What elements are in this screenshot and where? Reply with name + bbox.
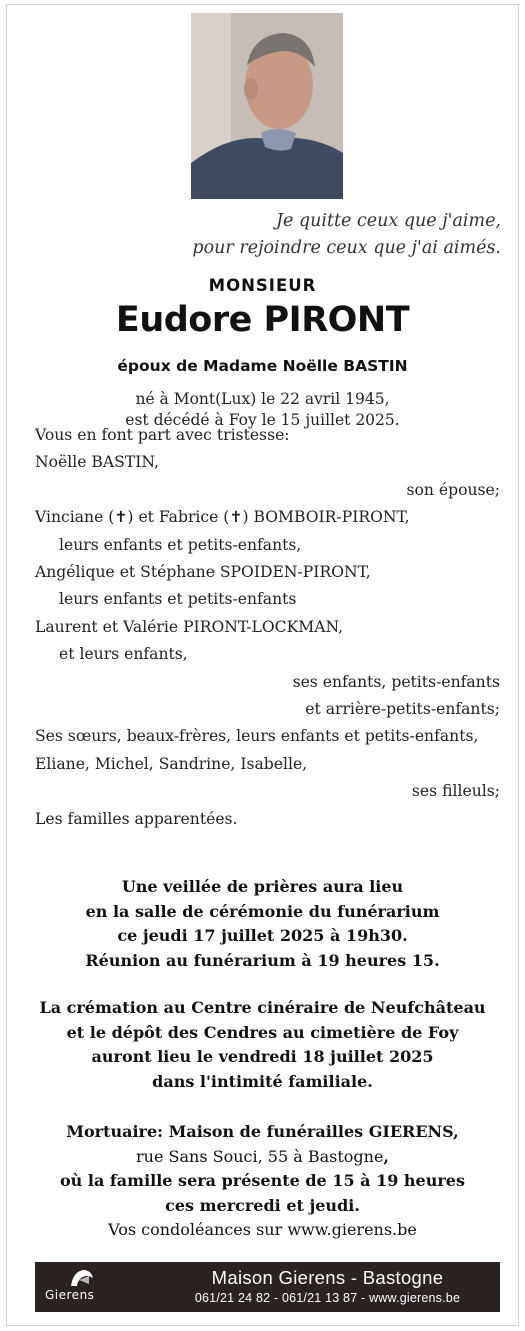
cremation-announcement <box>0 996 525 1094</box>
mortuary-address-comma: , <box>383 1146 389 1166</box>
family-relation: ses filleuls; <box>411 782 500 801</box>
mortuary-info <box>0 1120 525 1243</box>
spouse-line: époux de Madame Noëlle BASTIN <box>117 357 408 375</box>
family-line: Ses sœurs, beaux-frères, leurs enfants et petits-enfants, <box>35 727 479 746</box>
family-intro: Vous en font part avec tristesse: <box>35 426 290 444</box>
family-relation: et arrière-petits-enfants; <box>305 700 500 719</box>
logo-wordmark: Gierens <box>45 1288 95 1302</box>
quote-line-2: pour rejoindre ceux que j'ai aimés. <box>192 238 501 258</box>
cremation-line: dans l'intimité familiale. <box>152 1071 373 1091</box>
funeral-home-name: Maison Gierens - Bastogne <box>211 1267 444 1288</box>
family-line: Angélique et Stéphane SPOIDEN-PIRONT, <box>35 563 371 582</box>
cremation-line: La crémation au Centre cinéraire de Neufchâteau <box>39 998 486 1017</box>
vigil-line: ce jeudi 17 juillet 2025 à 19h30. <box>117 926 408 945</box>
family-line: Les familles apparentées. <box>35 809 238 828</box>
family-relation: ses enfants, petits-enfants <box>292 672 500 691</box>
condolences-link[interactable]: Vos condoléances sur www.gierens.be <box>108 1220 417 1239</box>
family-relation: son épouse; <box>406 480 500 499</box>
family-list <box>35 422 500 833</box>
honorific: MONSIEUR <box>208 276 317 295</box>
family-line: et leurs enfants, <box>59 645 188 664</box>
death-line: est décédé à Foy le 15 juillet 2025. <box>125 411 400 429</box>
mortuary-line: Mortuaire: Maison de funérailles GIERENS, <box>66 1122 459 1141</box>
birth-line: né à Mont(Lux) le 22 avril 1945, <box>135 390 390 408</box>
family-line: Eliane, Michel, Sandrine, Isabelle, <box>35 754 308 773</box>
family-line: leurs enfants et petits-enfants <box>59 590 297 609</box>
family-line: Noëlle BASTIN, <box>35 453 159 472</box>
mortuary-line: ces mercredi et jeudi. <box>165 1195 360 1215</box>
quote-line-1: Je quitte ceux que j'aime, <box>275 211 501 231</box>
portrait-photo <box>191 13 343 199</box>
family-line: leurs enfants et petits-enfants, <box>59 535 302 554</box>
funeral-home-banner <box>35 1262 500 1312</box>
funeral-home-contacts: 061/21 24 82 - 061/21 13 87 - www.gierens.be <box>194 1291 461 1305</box>
cremation-line: auront lieu le vendredi 18 juillet 2025 <box>91 1047 434 1066</box>
epitaph-quote <box>81 208 501 262</box>
vigil-line: Réunion au funérarium à 19 heures 15. <box>85 950 440 970</box>
deceased-name: Eudore PIRONT <box>115 300 410 340</box>
mortuary-address <box>0 1145 525 1170</box>
family-line: Laurent et Valérie PIRONT-LOCKMAN, <box>35 617 344 636</box>
cremation-line: et le dépôt des Cendres au cimetière de Foy <box>66 1022 459 1042</box>
vigil-announcement <box>0 875 525 973</box>
mortuary-line: où la famille sera présente de 15 à 19 heures <box>60 1171 465 1190</box>
family-line: Vinciane (✝) et Fabrice (✝) BOMBOIR-PIRONT, <box>35 508 410 527</box>
vigil-line: Une veillée de prières aura lieu <box>121 877 404 896</box>
mortuary-address-text: rue Sans Souci, 55 à Bastogne <box>136 1146 384 1166</box>
vigil-line: en la salle de cérémonie du funérarium <box>85 901 440 921</box>
